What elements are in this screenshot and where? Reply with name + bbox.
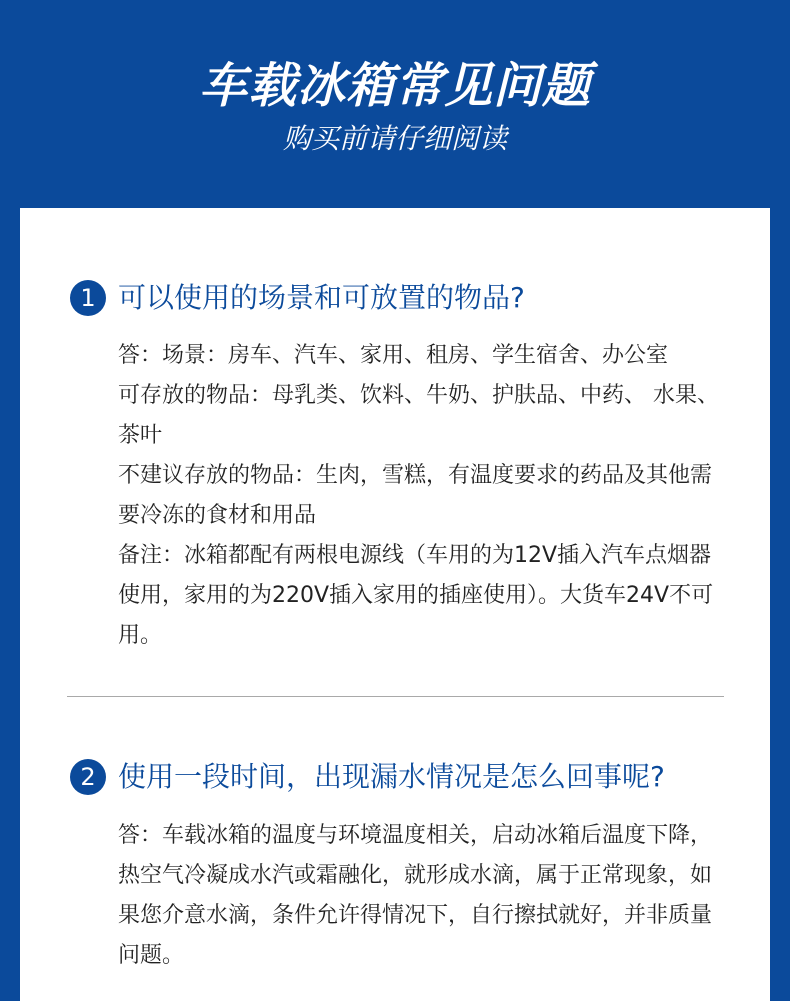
- faq-question-2: [70, 759, 665, 795]
- question-text: 使用一段时间，出现漏水情况是怎么回事呢?: [118, 760, 665, 793]
- answer-line: 答：场景：房车、汽车、家用、租房、学生宿舍、办公室: [118, 343, 669, 368]
- faq-answer-1: [118, 336, 728, 656]
- answer-line: 答：车载冰箱的温度与环境温度相关，启动冰箱后温度下降，热空气冷凝成水汽或霜融化，就形成水滴，属于正常现象，如果您介意水滴，条件允许得情况下，自行擦拭就好，并非质量问题。: [118, 823, 713, 968]
- question-number-badge: 1: [70, 280, 106, 316]
- answer-line: 可存放的物品：母乳类、饮料、牛奶、护肤品、中药、 水果、茶叶: [118, 383, 719, 448]
- faq-answer-2: [118, 816, 728, 976]
- faq-question-1: [70, 280, 525, 316]
- section-divider: [67, 696, 724, 697]
- header-banner: [0, 0, 790, 208]
- page-title: 车载冰箱常见问题: [198, 58, 591, 114]
- question-number-badge: 2: [70, 759, 106, 795]
- question-text: 可以使用的场景和可放置的物品?: [118, 281, 525, 314]
- answer-line: 不建议存放的物品：生肉，雪糕，有温度要求的药品及其他需要冷冻的食材和用品: [118, 463, 713, 528]
- faq-card: [20, 208, 770, 1001]
- page-subtitle: 购买前请仔细阅读: [282, 122, 507, 155]
- answer-line: 备注：冰箱都配有两根电源线（车用的为12V插入汽车点烟器使用，家用的为220V插入家用的插座使用）。大货车24V不可用。: [118, 543, 714, 648]
